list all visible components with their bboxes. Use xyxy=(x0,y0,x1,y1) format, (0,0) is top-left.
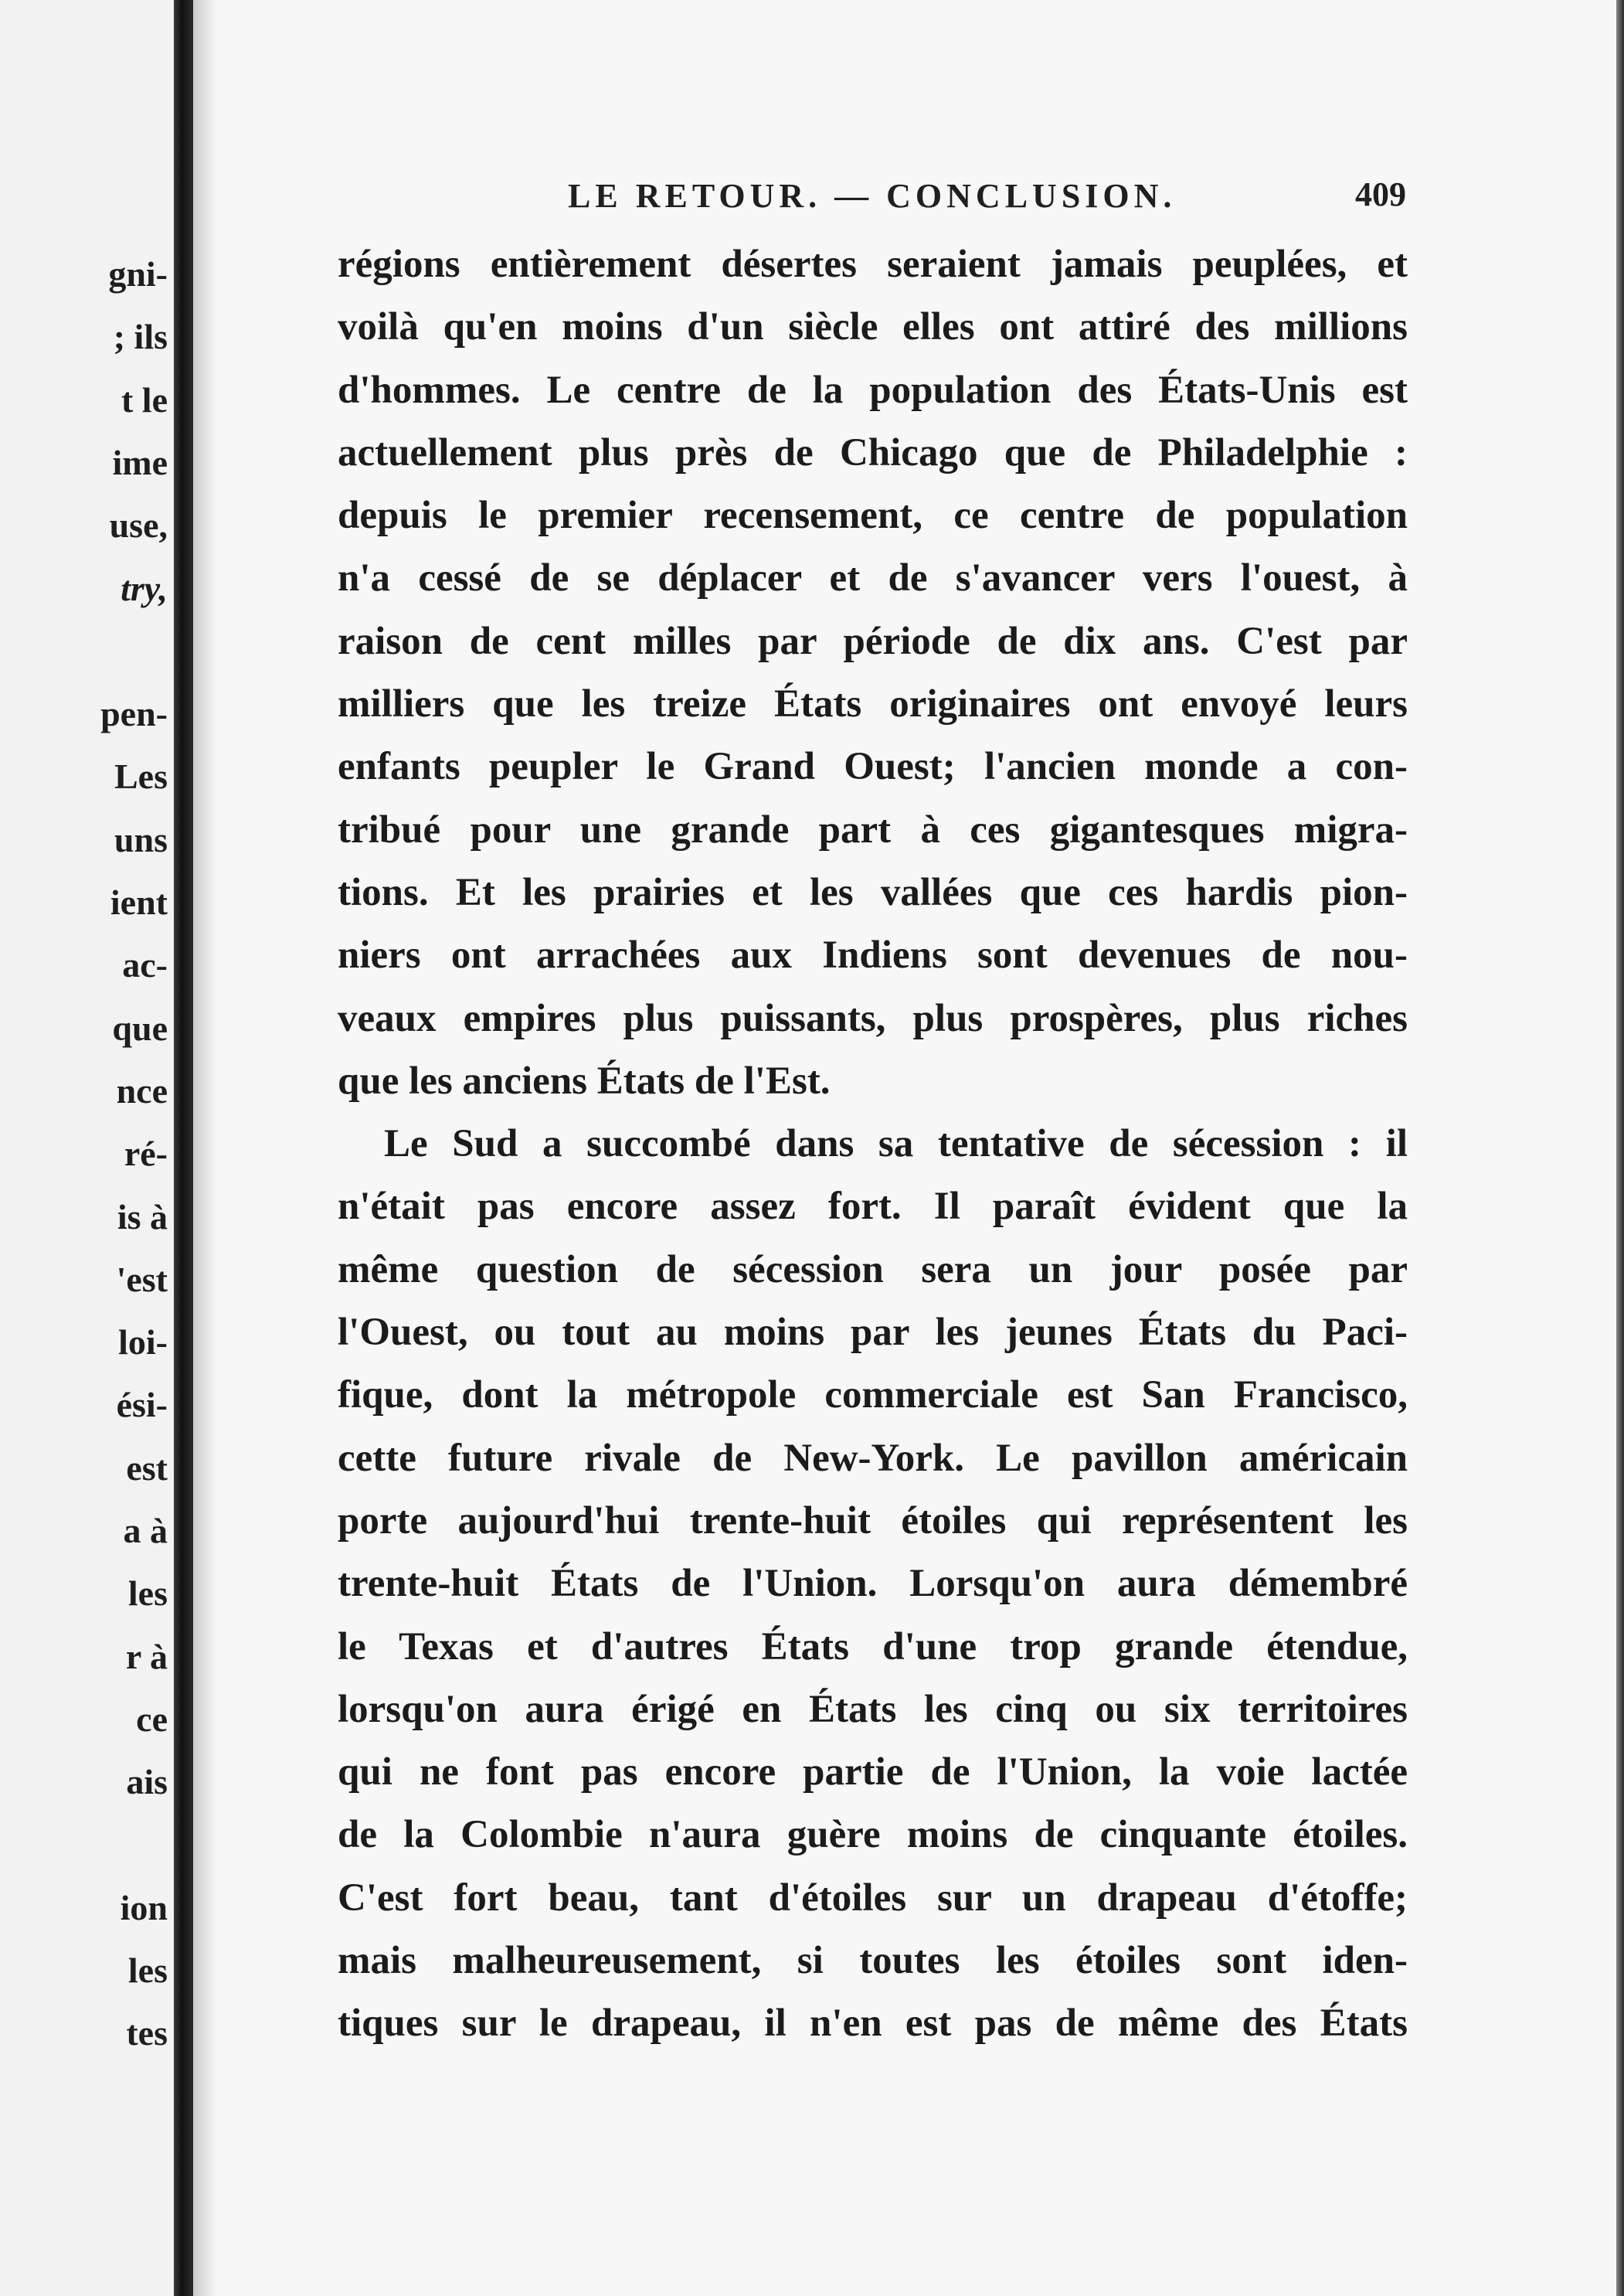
text-line: raison de cent milles par période de dix ans. C'est par xyxy=(338,619,1408,663)
text-line: Le Sud a succombé dans sa tentative de sécession : il xyxy=(384,1122,1408,1166)
facing-page-fragment: is à xyxy=(117,1196,168,1236)
facing-page-fragment: ient xyxy=(110,883,168,922)
facing-page-fragment: nce xyxy=(116,1070,168,1111)
text-line: C'est fort beau, tant d'étoiles sur un drapeau d'étoffe; xyxy=(338,1876,1408,1920)
book-gutter xyxy=(174,0,193,2296)
text-line: tiques sur le drapeau, il n'en est pas de même des États xyxy=(338,2002,1408,2046)
facing-page-fragment: pen- xyxy=(100,694,168,734)
paragraph xyxy=(338,1113,1408,2055)
text-line: le Texas et d'autres États d'une trop grande étendue, xyxy=(338,1624,1408,1668)
facing-page-fragment: ré- xyxy=(124,1134,168,1174)
text-line: lorsqu'on aura érigé en États les cinq ou six territoires xyxy=(338,1687,1408,1731)
text-line: actuellement plus près de Chicago que de Philadelphie : xyxy=(338,430,1408,475)
facing-page-fragment: try, xyxy=(121,568,168,608)
text-line: n'a cessé de se déplacer et de s'avancer vers l'ouest, à xyxy=(338,556,1408,600)
text-line: de la Colombie n'aura guère moins de cinquante étoiles. xyxy=(338,1813,1408,1857)
page-number: 409 xyxy=(1355,175,1406,213)
text-line: niers ont arrachées aux Indiens sont devenues de nou- xyxy=(338,934,1408,978)
facing-page-fragment: ais xyxy=(126,1762,168,1802)
facing-page-fragment: les xyxy=(127,1951,168,1991)
facing-page-fragment: ime xyxy=(112,442,168,482)
text-line: enfants peupler le Grand Ouest; l'ancien monde a con- xyxy=(338,745,1408,789)
text-line: mais malheureusement, si toutes les étoiles sont iden- xyxy=(338,1939,1408,1983)
facing-page-fragment: t le xyxy=(121,379,168,420)
text-line: trente-huit États de l'Union. Lorsqu'on aura démembré xyxy=(338,1562,1408,1606)
facing-page-fragment: gni- xyxy=(108,254,168,294)
text-line: milliers que les treize États originaires ont envoyé leurs xyxy=(338,682,1408,726)
text-line: même question de sécession sera un jour posée par xyxy=(338,1247,1408,1291)
facing-page-fragment: r à xyxy=(125,1636,168,1676)
text-line: voilà qu'en moins d'un siècle elles ont attiré des millions xyxy=(338,305,1408,349)
facing-page-fragment: a à xyxy=(123,1511,168,1550)
facing-page-fragment: les xyxy=(127,1573,168,1614)
text-line: d'hommes. Le centre de la population des États-Unis est xyxy=(338,368,1408,412)
body-text xyxy=(338,233,1408,2056)
facing-page-fragment: tes xyxy=(126,2013,168,2053)
paragraph xyxy=(338,233,1408,1113)
text-line: depuis le premier recensement, ce centre de population xyxy=(338,494,1408,538)
text-line: tribué pour une grande part à ces gigantesques migra- xyxy=(338,808,1408,852)
facing-page-fragment: loi- xyxy=(118,1322,168,1362)
page-right-edge xyxy=(1616,0,1624,2296)
text-line: l'Ouest, ou tout au moins par les jeunes États du Paci- xyxy=(338,1311,1408,1355)
facing-page-edge xyxy=(0,0,174,2296)
facing-page-fragment: ion xyxy=(120,1887,168,1927)
text-line: cette future rivale de New-York. Le pavillon américain xyxy=(338,1436,1408,1480)
facing-page-fragment: ; ils xyxy=(113,317,168,357)
text-line: régions entièrement désertes seraient jamais peuplées, et xyxy=(338,243,1408,286)
facing-page-fragment: est xyxy=(126,1447,168,1488)
text-line: fique, dont la métropole commerciale est San Francisco, xyxy=(338,1373,1408,1417)
facing-page-fragment: Les xyxy=(114,757,168,797)
facing-page-fragment: que xyxy=(112,1008,168,1048)
text-line: veaux empires plus puissants, plus prospères, plus riches xyxy=(338,996,1408,1040)
facing-page-fragment: ési- xyxy=(116,1385,168,1425)
text-line: qui ne font pas encore partie de l'Union, la voie lactée xyxy=(338,1750,1408,1794)
text-line: n'était pas encore assez fort. Il paraît évident que la xyxy=(338,1185,1408,1229)
text-line: tions. Et les prairies et les vallées que ces hardis pion- xyxy=(338,870,1408,914)
text-line: porte aujourd'hui trente-huit étoiles qui représentent les xyxy=(338,1498,1408,1543)
gutter-shadow xyxy=(193,0,216,2296)
facing-page-fragment: use, xyxy=(109,505,168,546)
facing-page-fragment: ce xyxy=(136,1699,168,1739)
facing-page-fragment: uns xyxy=(114,819,168,859)
text-line: que les anciens États de l'Est. xyxy=(338,1059,831,1103)
facing-page-fragment: ac- xyxy=(122,945,168,985)
facing-page-fragment: 'est xyxy=(116,1259,168,1299)
running-head: LE RETOUR. — CONCLUSION. xyxy=(568,177,1177,215)
